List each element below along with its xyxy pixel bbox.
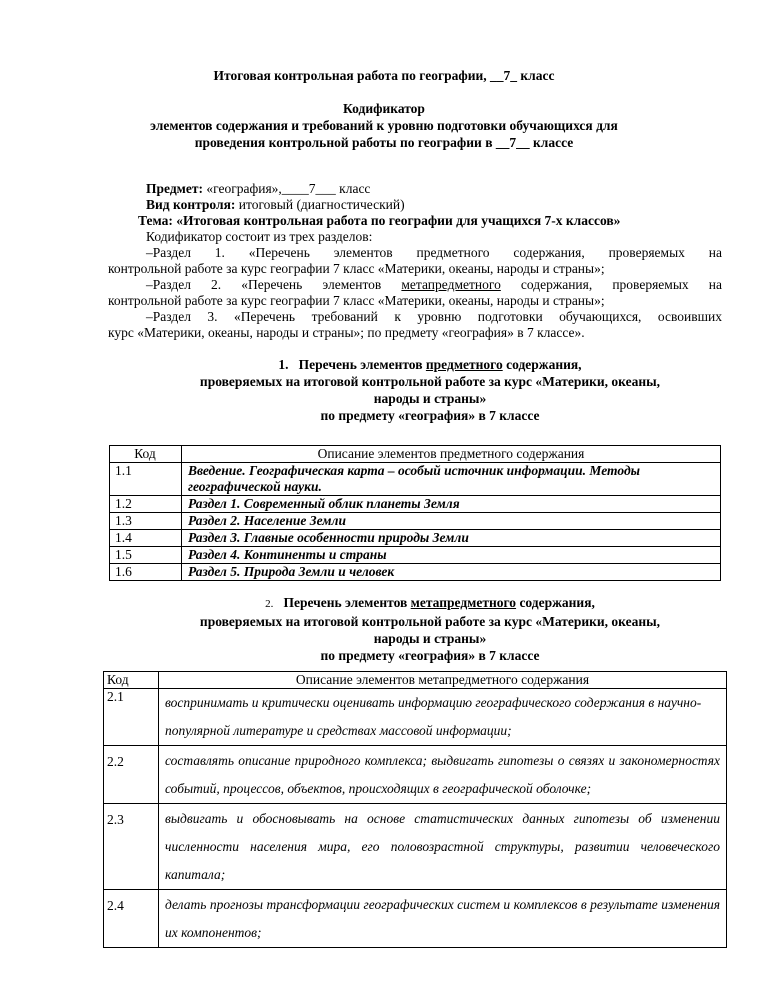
section-list-item-3a: –Раздел 3. «Перечень требований к уровню подготовки обучающихся, освоивших	[146, 309, 722, 324]
topic-line: Тема: «Итоговая контрольная работа по географии для учащихся 7-х классов»	[138, 213, 621, 228]
section-list-item-3b: курс «Материки, океаны, народы и страны»; по предмету «география» в 7 классе».	[108, 325, 585, 340]
codifier-heading: Кодификатор	[343, 101, 425, 116]
table-row: 1.1 Введение. Географическая карта – особый источник информации. Методы географической науки.	[110, 463, 721, 496]
table-row: 1.4 Раздел 3. Главные особенности природы Земли	[110, 530, 721, 547]
table-header-row	[110, 446, 721, 463]
codifier-line-2: проведения контрольной работы по географии в __7__ классе	[194, 135, 574, 150]
section-list-item-1b: контрольной работе за курс географии 7 класс «Материки, океаны, народы и страны»;	[108, 261, 605, 276]
control-type-line: Вид контроля: итоговый (диагностический)	[146, 197, 405, 212]
subject-line: Предмет: «география»,____7___ класс	[146, 181, 371, 196]
section-1-title: 1. Перечень элементов предметного содержания, проверяемых на итоговой контрольной работе за курс «Материки, океаны, народы и страны» по предмету «география» в 7 классе	[199, 357, 661, 423]
meta-block	[108, 181, 722, 341]
section-2-number: 2.	[265, 598, 274, 610]
table-row: 1.3 Раздел 2. Население Земли	[110, 513, 721, 530]
section-list-item-2a: –Раздел 2. «Перечень элементов метапредметного содержания, проверяемых на	[146, 277, 722, 292]
document-title: Итоговая контрольная работа по географии, __7_ класс	[213, 68, 555, 83]
section-1-table	[109, 445, 721, 581]
section-list-item-1a: –Раздел 1. «Перечень элементов предметного содержания, проверяемых на	[146, 245, 722, 260]
codifier-heading-block	[0, 100, 768, 151]
table-header-description: Описание элементов метапредметного содержания	[159, 672, 727, 689]
section-1-number: 1.	[278, 357, 289, 372]
table-header-row	[104, 672, 727, 689]
table-header-description: Описание элементов предметного содержания	[182, 446, 721, 463]
section-2-title: 2. Перечень элементов метапредметного содержания, проверяемых на итоговой контрольной работе за курс «Материки, океаны, народы и страны» по предмету «география» в 7 классе	[199, 595, 661, 663]
section-2-table	[103, 671, 727, 948]
table-header-code: Код	[110, 446, 182, 463]
codifier-intro: Кодификатор состоит из трех разделов:	[146, 229, 373, 244]
table-header-code: Код	[104, 672, 159, 689]
codifier-line-1: элементов содержания и требований к уровню подготовки обучающихся для	[150, 118, 618, 133]
table-row: 2.3 выдвигать и обосновывать на основе статистических данных гипотезы об изменении численности населения мира, его половозрастной структуры, развитии человеческого капитала;	[104, 804, 727, 890]
table-row: 2.1 воспринимать и критически оценивать информацию географического содержания в научно-популярной литературе и средствах массовой информации;	[104, 689, 727, 746]
table-row: 2.2 составлять описание природного комплекса; выдвигать гипотезы о связях и закономерностях событий, процессов, объектов, происходящих в географической оболочке;	[104, 746, 727, 804]
table-row: 1.5 Раздел 4. Континенты и страны	[110, 547, 721, 564]
table-row: 1.2 Раздел 1. Современный облик планеты Земля	[110, 496, 721, 513]
table-row: 2.4 делать прогнозы трансформации географических систем и комплексов в результате изменения их компонентов;	[104, 890, 727, 948]
table-row: 1.6 Раздел 5. Природа Земли и человек	[110, 564, 721, 581]
section-list-item-2b: контрольной работе за курс географии 7 класс «Материки, океаны, народы и страны»;	[108, 293, 605, 308]
